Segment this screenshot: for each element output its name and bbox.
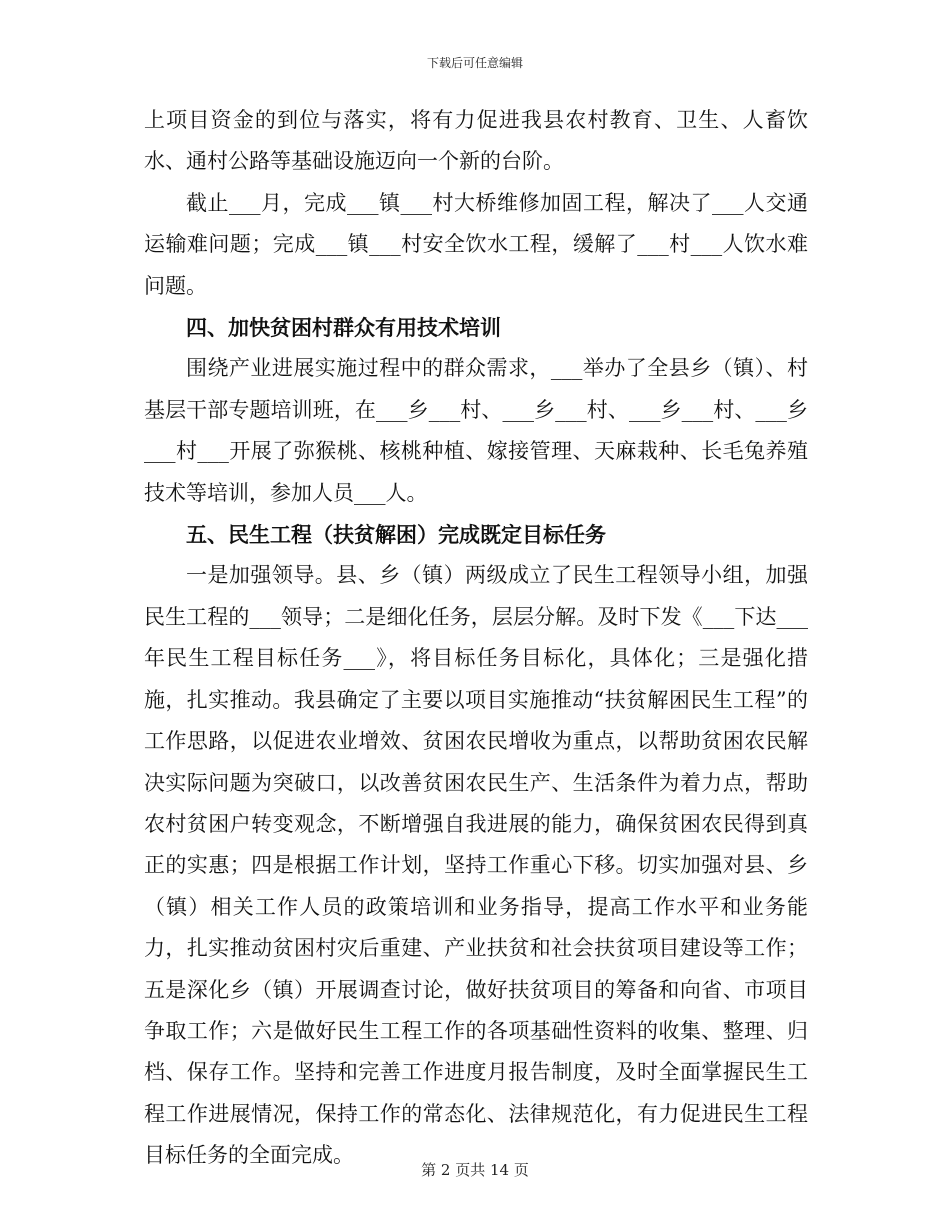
page-header: 下载后可任意编辑	[426, 56, 523, 70]
paragraph-livelihood: 一是加强领导。县、乡（镇）两级成立了民生工程领导小组，加强民生工程的___领导；二是细化任务，层层分解。及时下发《___下达___年民生工程目标任务___》，将目标任务目标化，具体化；三是强化措施，扎实推动。我县确定了主要以项目实施推动“扶贫解困民生工程”的工作思路，以促进农业增效、贫困农民增收为重点，以帮助贫困农民解决实际问题为突破口，以改善贫困农民生产、生活条件为着力点，帮助农村贫困户转变观念，不断增强自我进展的能力，确保贫困农民得到真正的实惠；四是根据工作计划，坚持工作重心下移。切实加强对县、乡（镇）相关工作人员的政策培训和业务指导，提高工作水平和业务能力，扎实推动贫困村灾后重建、产业扶贫和社会扶贫项目建设等工作；五是深化乡（镇）开展调查讨论，做好扶贫项目的筹备和向省、市项目争取工作；六是做好民生工程工作的各项基础性资料的收集、整理、归档、保存工作。坚持和完善工作进度月报告制度，及时全面掌握民生工程工作进展情况，保持工作的常态化、法律规范化，有力促进民生工程目标任务的全面完成。	[144, 563, 808, 1168]
paragraph-bridge-water: 截止___月，完成___镇___村大桥维修加固工程，解决了___人交通运输难问题；完成___镇___村安全饮水工程，缓解了___村___人饮水难问题。	[144, 190, 808, 298]
section-heading-4: 四、加快贫困村群众有用技术培训	[186, 315, 501, 341]
section-heading-5: 五、民生工程（扶贫解困）完成既定目标任务	[186, 522, 606, 548]
paragraph-continuation: 上项目资金的到位与落实，将有力促进我县农村教育、卫生、人畜饮水、通村公路等基础设施迈向一个新的台阶。	[144, 108, 808, 174]
paragraph-training: 围绕产业进展实施过程中的群众需求，___举办了全县乡（镇）、村基层干部专题培训班，在___乡___村、___乡___村、___乡___村、___乡___村___开展了弥猴桃、核桃种植、嫁接管理、天麻栽种、长毛兔养殖技术等培训，参加人员___人。	[144, 356, 808, 505]
page-footer: 第 2 页共 14 页	[421, 1161, 529, 1179]
document-body	[144, 100, 808, 1177]
